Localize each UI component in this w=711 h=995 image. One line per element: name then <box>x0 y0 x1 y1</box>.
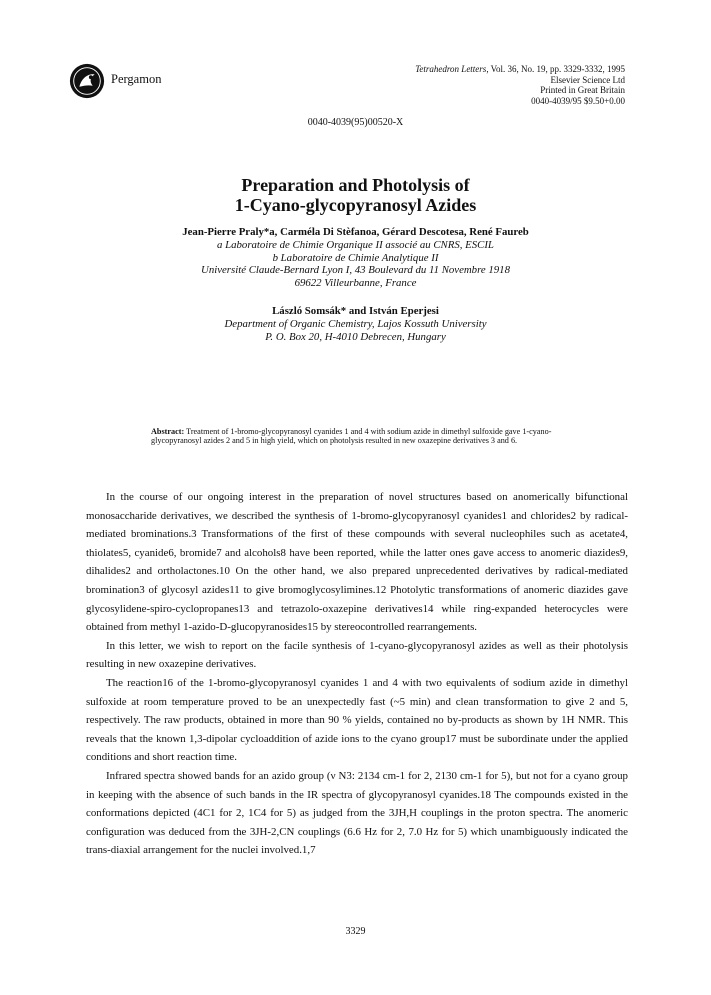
affiliation-line: P. O. Box 20, H-4010 Debrecen, Hungary <box>265 330 446 343</box>
affiliation-block-2 <box>0 318 711 343</box>
publisher-name: Pergamon <box>111 72 162 86</box>
author-list-2: László Somsák* and István Eperjesi <box>272 305 439 317</box>
body-text <box>86 488 628 860</box>
abstract-label: Abstract: <box>151 427 185 436</box>
affiliation-line: Department of Organic Chemistry, Lajos Kossuth University <box>224 318 487 330</box>
journal-info <box>415 64 625 106</box>
journal-price: 0040-4039/95 $9.50+0.00 <box>531 95 625 106</box>
affiliation-line: b Laboratoire de Chimie Analytique II <box>272 251 439 264</box>
paper-title <box>0 176 711 215</box>
abstract <box>151 427 561 446</box>
journal-volume: , Vol. 36, No. 19, pp. 3329-3332, 1995 <box>486 64 625 74</box>
affiliation-block-1 <box>0 239 711 289</box>
page-number: 3329 <box>345 926 366 937</box>
body-paragraph: In the course of our ongoing interest in the preparation of novel structures based on anomerically bifunctional monosaccharide derivatives, we described the synthesis of 1-bromo-glycopyranosyl cyanides1 and chlorides2 by radical-mediated brominations.3 Transformations of the first of these compounds with several nucleophiles such as acetate4, thiolates5, cyanide6, bromide7 and alcohols8 have been reported, while the latter ones gave access to anomeric diazides9, dihalides2 and ortholactones.10 On the other hand, we also prepared unprecedented derivatives by radical-mediated bromination3 of glycosyl azides11 to give bromoglycosylimines.12 Photolytic transformations of anomeric diazides gave glycosylidene-spiro-cyclopropanes13 and tetrazolo-oxazepine derivatives14 while ring-expanded heterocycles were obtained from methyl 1-azido-D-glucopyranosides15 by stereocontrolled rearrangements. <box>86 491 628 634</box>
affiliation-line: 69622 Villeurbanne, France <box>294 276 417 289</box>
affiliation-line: Université Claude-Bernard Lyon I, 43 Boulevard du 11 Novembre 1918 <box>201 264 510 277</box>
title-line-2: 1-Cyano-glycopyranosyl Azides <box>234 194 477 215</box>
author-list-1: Jean-Pierre Praly*a, Carméla Di Stèfanoa, Gérard Descotesa, René Faureb <box>182 226 529 238</box>
body-paragraph: Infrared spectra showed bands for an azido group (ν N3: 2134 cm-1 for 2, 2130 cm-1 for 5), but not for a cyano group in keeping with the absence of such bands in the IR spectra of glycopyranosyl cyanides.18 The compounds existed in the conformations depicted (4C1 for 2, 1C4 for 5) as judged from the 3JH,H couplings in the proton spectra. The anomeric configuration was deduced from the 3JH-2,CN couplings (6.6 Hz for 2, 7.0 Hz for 5) which unambiguously indicated the trans-diaxial arrangement for the nuclei involved.1,7 <box>86 769 628 857</box>
article-doi: 0040-4039(95)00520-X <box>307 117 404 128</box>
body-paragraph: The reaction16 of the 1-bromo-glycopyranosyl cyanides 1 and 4 with two equivalents of sodium azide in dimethyl sulfoxide at room temperature proved to be an unexpectedly fast (~5 min) and clean transformation to give 2 and 5, respectively. The raw products, obtained in more than 90 % yields, contained no by-products as shown by 1H NMR. This reveals that the known 1,3-dipolar cycloaddition of azide ions to the cyano group17 must be subordinate under the applied conditions and short reaction time. <box>86 676 628 764</box>
affiliation-line: a Laboratoire de Chimie Organique II associé au CNRS, ESCIL <box>217 239 494 251</box>
body-paragraph: In this letter, we wish to report on the facile synthesis of 1-cyano-glycopyranosyl azides as well as their photolysis resulting in new oxazepine derivatives. <box>86 639 628 671</box>
title-line-1: Preparation and Photolysis of <box>241 175 470 195</box>
journal-printed: Printed in Great Britain <box>540 85 625 95</box>
pergamon-logo-icon <box>68 62 106 100</box>
journal-name: Tetrahedron Letters <box>415 64 487 74</box>
journal-publisher: Elsevier Science Ltd <box>550 74 625 85</box>
abstract-text: Treatment of 1-bromo-glycopyranosyl cyanides 1 and 4 with sodium azide in dimethyl sulfoxide gave 1-cyano-glycopyranosyl azides 2 and 5 in high yield, which on photolysis resulted in new oxazepine derivatives 3 and 6. <box>151 427 552 446</box>
